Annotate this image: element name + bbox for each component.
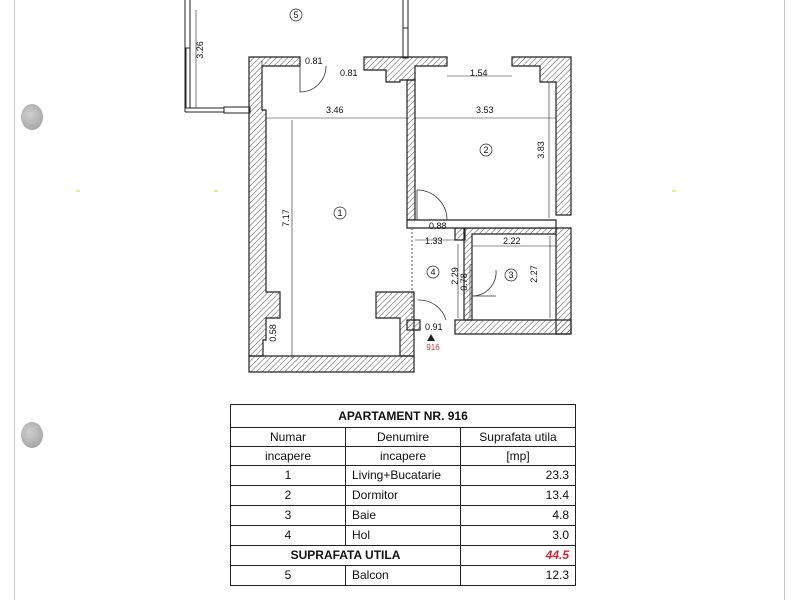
dim-bedroom-window: 1.54 [470, 68, 488, 78]
room-number-4 [427, 266, 439, 278]
dim-balcony-height: 3.26 [195, 41, 205, 59]
dim-door-living-left: 0.81 [305, 56, 323, 66]
header-numar: Numar [231, 428, 346, 447]
header-numar-sub: incapere [231, 447, 346, 466]
room-number-2 [480, 144, 492, 156]
walls [249, 57, 571, 372]
row-name: Balcon [346, 566, 461, 586]
svg-text:1: 1 [337, 208, 343, 218]
row-number: 5 [231, 566, 346, 586]
table-row [231, 566, 576, 586]
row-area: 13.4 [461, 486, 576, 506]
dim-living-depth: 7.17 [281, 209, 291, 227]
punch-hole-bottom [21, 422, 43, 448]
room-number-5 [290, 9, 302, 21]
row-area: 4.8 [461, 506, 576, 526]
dim-wall-segment: 0.58 [268, 324, 278, 342]
svg-text:916: 916 [426, 343, 440, 352]
dim-hall-door: 0.88 [429, 221, 447, 231]
row-number: 3 [231, 506, 346, 526]
row-number: 4 [231, 526, 346, 546]
row-number: 1 [231, 466, 346, 486]
entrance-marker [426, 334, 440, 352]
dim-door-living-right: 0.81 [340, 68, 358, 78]
header-denumire: Denumire [346, 428, 461, 447]
dim-entry-door: 0.91 [425, 322, 443, 332]
dim-hall-door-width: 0.78 [459, 273, 469, 291]
header-suprafata-unit: [mp] [461, 447, 576, 466]
dim-bath-width: 2.22 [503, 236, 521, 246]
row-area: 12.3 [461, 566, 576, 586]
dim-bedroom-depth: 3.83 [536, 141, 546, 159]
table-title: APARTAMENT NR. 916 [231, 405, 576, 428]
total-label: SUPRAFATA UTILA [231, 546, 461, 566]
row-name: Baie [346, 506, 461, 526]
table-row [231, 466, 576, 486]
room-area-table [230, 404, 576, 586]
row-name: Dormitor [346, 486, 461, 506]
dim-living-width: 3.46 [326, 105, 344, 115]
svg-text:4: 4 [430, 267, 436, 277]
total-value: 44.5 [461, 546, 576, 566]
table-row [231, 526, 576, 546]
dim-hall-depth: 2.29 [450, 267, 460, 285]
room-number-3 [505, 269, 517, 281]
row-number: 2 [231, 486, 346, 506]
dim-bath-depth: 2.27 [529, 265, 539, 283]
dim-hall-width: 1.33 [425, 236, 443, 246]
row-area: 23.3 [461, 466, 576, 486]
svg-text:5: 5 [293, 10, 299, 20]
svg-text:2: 2 [483, 145, 489, 155]
header-suprafata: Suprafata utila [461, 428, 576, 447]
total-row [231, 546, 576, 566]
table-row [231, 506, 576, 526]
header-denumire-sub: incapere [346, 447, 461, 466]
room-number-1 [334, 207, 346, 219]
table-row [231, 486, 576, 506]
dim-bedroom-width: 3.53 [476, 105, 494, 115]
row-area: 3.0 [461, 526, 576, 546]
svg-text:3: 3 [508, 270, 514, 280]
row-name: Hol [346, 526, 461, 546]
row-name: Living+Bucatarie [346, 466, 461, 486]
